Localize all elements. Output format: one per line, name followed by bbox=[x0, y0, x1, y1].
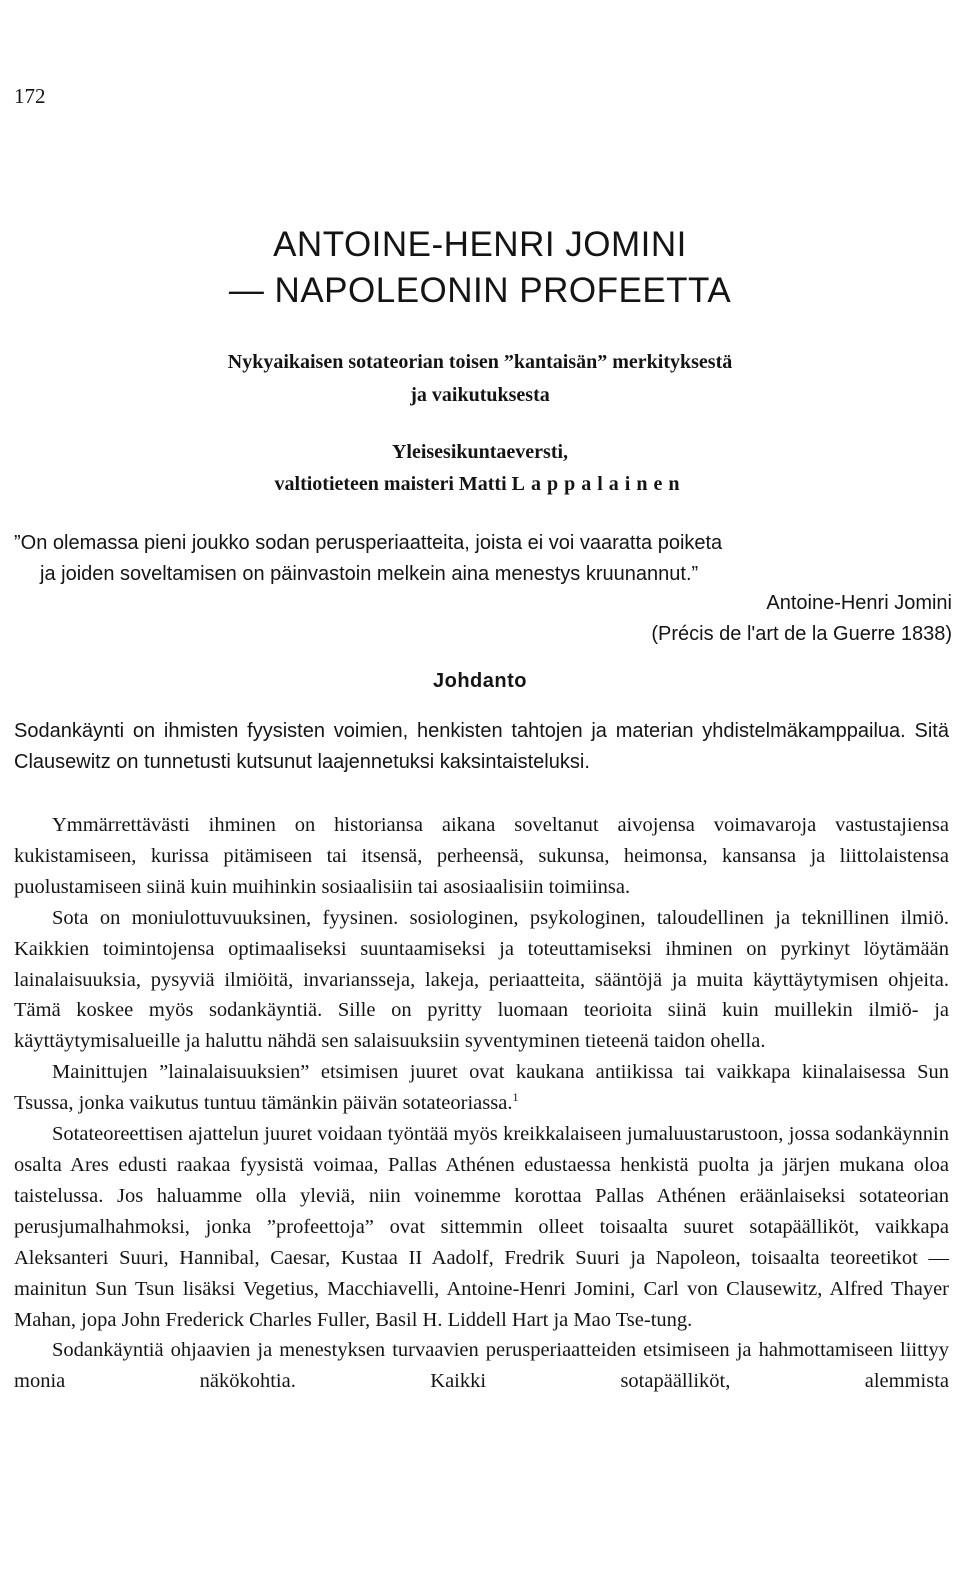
epigraph-line-1: ”On olemassa pieni joukko sodan perusperiaatteita, joista ei voi vaaratta poiketa bbox=[14, 532, 723, 554]
section-heading: Johdanto bbox=[433, 670, 527, 692]
paragraph-2: Sota on moniulottuvuuksinen, fyysinen. sosiologinen, psykologinen, taloudellinen ja teknillinen ilmiö. Kaikkien toimintojensa optimaaliseksi suuntaamiseksi ja toteuttamiseksi ihminen on pyrkinyt löytämään lainalaisuuksia, pysyviä ilmiöitä, invariansseja, lakeja, periaatteita, sääntöjä ja muita käyttäytymisen ohjeita. Tämä koskee myös sodankäyntiä. Sille on pyritty luomaan teorioita siinä kuin muillekin ilmiö- ja käyttäytymisalueille ja haluttu nähdä sen salaisuuksiin syventyminen tieteenä taidon ohella. bbox=[14, 906, 949, 1053]
author-title: valtiotieteen maisteri Matti bbox=[274, 473, 507, 495]
title-line-2: — NAPOLEONIN PROFEETTA bbox=[228, 271, 732, 310]
article-subtitle bbox=[0, 346, 960, 412]
author-rank: Yleisesikuntaeversti, bbox=[391, 441, 569, 463]
body-text bbox=[14, 810, 949, 1397]
subtitle-line-1: Nykyaikaisen sotateorian toisen ”kantaisän” merkityksestä bbox=[227, 351, 733, 373]
subtitle-line-2: ja vaikutuksesta bbox=[410, 384, 550, 406]
paragraph-1: Ymmärrettävästi ihminen on historiansa aikana soveltanut aivojensa voimavaroja vastustajiensa kukistamiseen, kurissa pitämiseen tai itsensä, perheensä, sukunsa, heimonsa, kansansa ja liittolaistensa puolustamiseen siinä kuin muihinkin sosiaalisiin tai asosiaalisiin toimiinsa. bbox=[14, 814, 949, 898]
paragraph-4: Sotateoreettisen ajattelun juuret voidaan työntää myös kreikkalaiseen jumaluustarustoon, jossa sodankäynnin osalta Ares edusti raakaa fyysistä voimaa, Pallas Athénen edustaessa henkistä puolta ja järjen mukana oloa taistelussa. Jos haluamme olla yleviä, niin voinemme korottaa Pallas Athénen eräänlaiseksi sotateorian perusjumalhahmoksi, jonka ”profeettoja” ovat sittemmin olleet toisaalta suuret sotapäälliköt, vaikkapa Aleksanteri Suuri, Hannibal, Caesar, Kustaa II Aadolf, Fredrik Suuri ja Napoleon, toisaalta teoreetikot — mainitun Sun Tsun lisäksi Vegetius, Macchiavelli, Antoine-Henri Jomini, Carl von Clausewitz, Alfred Thayer Mahan, jopa John Frederick Charles Fuller, Basil H. Liddell Hart ja Mao Tse-tung. bbox=[14, 1123, 949, 1331]
paragraph-5: Sodankäyntiä ohjaavien ja menestyksen turvaavien perusperiaatteiden etsimiseen ja hahmottamiseen liittyy monia näkökohtia. Kaikki sotapäälliköt, alemmista bbox=[14, 1339, 949, 1393]
epigraph-attribution bbox=[651, 588, 952, 650]
attribution-source: (Précis de l'art de la Guerre 1838) bbox=[651, 623, 952, 645]
title-line-1: ANTOINE-HENRI JOMINI bbox=[273, 225, 687, 264]
paragraph-3-text: Mainittujen ”lainalaisuuksien” etsimisen juuret ovat kaukana antiikissa tai vaikkapa kiinalaisessa Sun Tsussa, jonka vaikutus tuntuu tämänkin päivän sotateoriassa. bbox=[14, 1061, 949, 1115]
epigraph-line-2: ja joiden soveltamisen on päinvastoin melkein aina menestys kruunannut.” bbox=[40, 563, 699, 585]
attribution-name: Antoine-Henri Jomini bbox=[766, 592, 952, 614]
article-title bbox=[0, 222, 960, 314]
footnote-marker: 1 bbox=[512, 1090, 519, 1105]
author-surname: Lappalainen bbox=[511, 473, 686, 495]
epigraph-quote bbox=[14, 528, 949, 590]
author-byline bbox=[0, 436, 960, 500]
author-name-line bbox=[0, 468, 960, 500]
paragraph-3 bbox=[14, 1057, 949, 1119]
intro-paragraph bbox=[14, 716, 949, 778]
intro-text: Sodankäynti on ihmisten fyysisten voimien, henkisten tahtojen ja materian yhdistelmäkamppailua. Sitä Clausewitz on tunnetusti kutsunut laajennetuksi kaksintaisteluksi. bbox=[14, 720, 949, 773]
page-number: 172 bbox=[14, 84, 46, 108]
